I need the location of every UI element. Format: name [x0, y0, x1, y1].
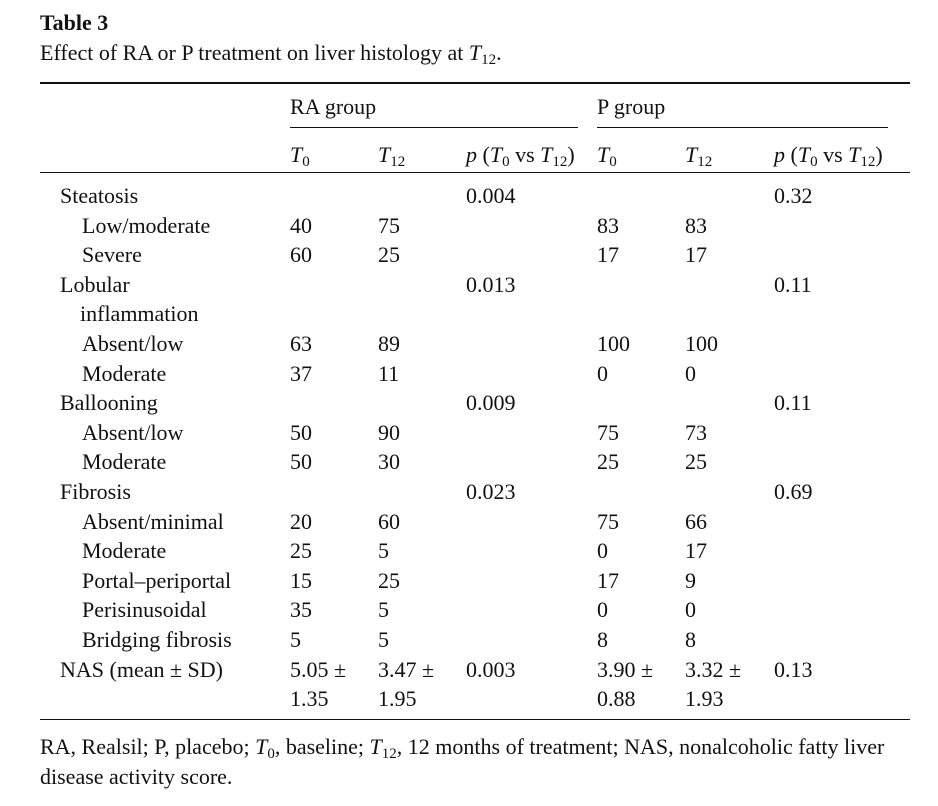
row-label: Absent/low	[82, 331, 184, 356]
header-rule	[40, 172, 910, 173]
cell-ra-p: 0.009	[466, 390, 516, 415]
cell-p-t0: 17	[597, 568, 619, 593]
cell-ra-t0: 50	[290, 420, 312, 445]
cell-ra-t12: 90	[378, 420, 400, 445]
top-rule	[40, 82, 910, 84]
cell-p-t12: 100	[685, 331, 718, 356]
cell-p-p: 0.32	[774, 183, 813, 208]
row-label: Severe	[82, 242, 142, 267]
cell-p-t0: 75	[597, 509, 619, 534]
cell-ra-p: 0.023	[466, 479, 516, 504]
row-label: Low/moderate	[82, 213, 211, 238]
p-group-underline	[597, 127, 888, 128]
cell-ra-t0: 5.05 ±	[290, 657, 347, 682]
cell-p-t12: 8	[685, 627, 696, 652]
cell-ra-t0: 25	[290, 538, 312, 563]
row-label: Portal–periportal	[82, 568, 232, 593]
cell-ra-t12: 5	[378, 597, 389, 622]
table-caption: Effect of RA or P treatment on liver histology at $T_{12}$.	[40, 40, 502, 68]
cell-ra-t0: 60	[290, 242, 312, 267]
cell-p-t0: 0	[597, 538, 608, 563]
row-label: Bridging fibrosis	[82, 627, 232, 652]
row-label: inflammation	[80, 301, 199, 326]
cell-ra-t0: 50	[290, 449, 312, 474]
bottom-rule	[40, 719, 910, 720]
cell-p-t0: 8	[597, 627, 608, 652]
row-label: Lobular	[60, 272, 130, 297]
cell-ra-t12: 5	[378, 538, 389, 563]
cell-ra-t0: 37	[290, 361, 312, 386]
cell-p-p: 0.11	[774, 390, 812, 415]
cell-p-t0: 0	[597, 597, 608, 622]
cell-p-t0: 0	[597, 361, 608, 386]
cell-p-t0: 3.90 ±	[597, 657, 654, 682]
cell-ra-t12: 89	[378, 331, 400, 356]
row-label: Absent/low	[82, 420, 184, 445]
p-group-header: P group	[597, 94, 666, 119]
cell-ra-t12: 30	[378, 449, 400, 474]
cell-p-t12: 25	[685, 449, 707, 474]
cell-ra-t12: 1.95	[378, 686, 417, 711]
cell-ra-t12: 75	[378, 213, 400, 238]
ra-group-underline	[290, 127, 578, 128]
cell-ra-t12: 60	[378, 509, 400, 534]
cell-ra-p: 0.004	[466, 183, 516, 208]
row-label: Perisinusoidal	[82, 597, 207, 622]
cell-p-t12: 83	[685, 213, 707, 238]
cell-p-t12: 17	[685, 242, 707, 267]
col-header-t0: $T_0$	[597, 142, 617, 170]
col-header-t0: $T_0$	[290, 142, 310, 170]
ra-group-header: RA group	[290, 94, 377, 119]
cell-ra-t0: 20	[290, 509, 312, 534]
cell-ra-t0: 63	[290, 331, 312, 356]
cell-p-p: 0.69	[774, 479, 813, 504]
cell-ra-t12: 25	[378, 568, 400, 593]
col-header-p-value: p ($T_0$ vs $T_{12}$)	[774, 142, 883, 170]
cell-ra-t12: 5	[378, 627, 389, 652]
row-label: Moderate	[82, 449, 167, 474]
cell-ra-t0: 35	[290, 597, 312, 622]
row-label: Moderate	[82, 361, 167, 386]
cell-ra-p: 0.003	[466, 657, 516, 682]
row-label: NAS (mean ± SD)	[60, 657, 224, 682]
row-label: Fibrosis	[60, 479, 131, 504]
cell-ra-t0: 15	[290, 568, 312, 593]
cell-p-t12: 0	[685, 361, 696, 386]
cell-p-t12: 66	[685, 509, 707, 534]
row-label: Steatosis	[60, 183, 139, 208]
cell-p-t12: 9	[685, 568, 696, 593]
cell-p-t0: 83	[597, 213, 619, 238]
cell-ra-p: 0.013	[466, 272, 516, 297]
cell-ra-t0: 5	[290, 627, 301, 652]
cell-ra-t12: 25	[378, 242, 400, 267]
col-header-p-value: p ($T_0$ vs $T_{12}$)	[466, 142, 575, 170]
table-label: Table 3	[40, 10, 109, 35]
cell-p-t0: 0.88	[597, 686, 636, 711]
cell-ra-t12: 3.47 ±	[378, 657, 435, 682]
cell-p-t12: 0	[685, 597, 696, 622]
cell-p-t0: 17	[597, 242, 619, 267]
cell-p-p: 0.11	[774, 272, 812, 297]
row-label: Absent/minimal	[82, 509, 224, 534]
cell-ra-t0: 1.35	[290, 686, 329, 711]
table-footnote: RA, Realsil; P, placebo; $T_0$, baseline; $T_{12}$, 12 months of treatment; NAS, nonalcoholic fatty liver disease activity score.	[40, 734, 885, 789]
cell-p-t12: 17	[685, 538, 707, 563]
row-label: Moderate	[82, 538, 167, 563]
cell-p-t12: 73	[685, 420, 707, 445]
col-header-t12: $T_{12}$	[685, 142, 713, 170]
row-label: Ballooning	[60, 390, 158, 415]
cell-p-t0: 25	[597, 449, 619, 474]
cell-p-t0: 100	[597, 331, 630, 356]
col-header-t12: $T_{12}$	[378, 142, 406, 170]
cell-p-t12: 1.93	[685, 686, 724, 711]
cell-p-t12: 3.32 ±	[685, 657, 742, 682]
cell-p-t0: 75	[597, 420, 619, 445]
cell-ra-t0: 40	[290, 213, 312, 238]
cell-p-p: 0.13	[774, 657, 813, 682]
cell-ra-t12: 11	[378, 361, 400, 386]
